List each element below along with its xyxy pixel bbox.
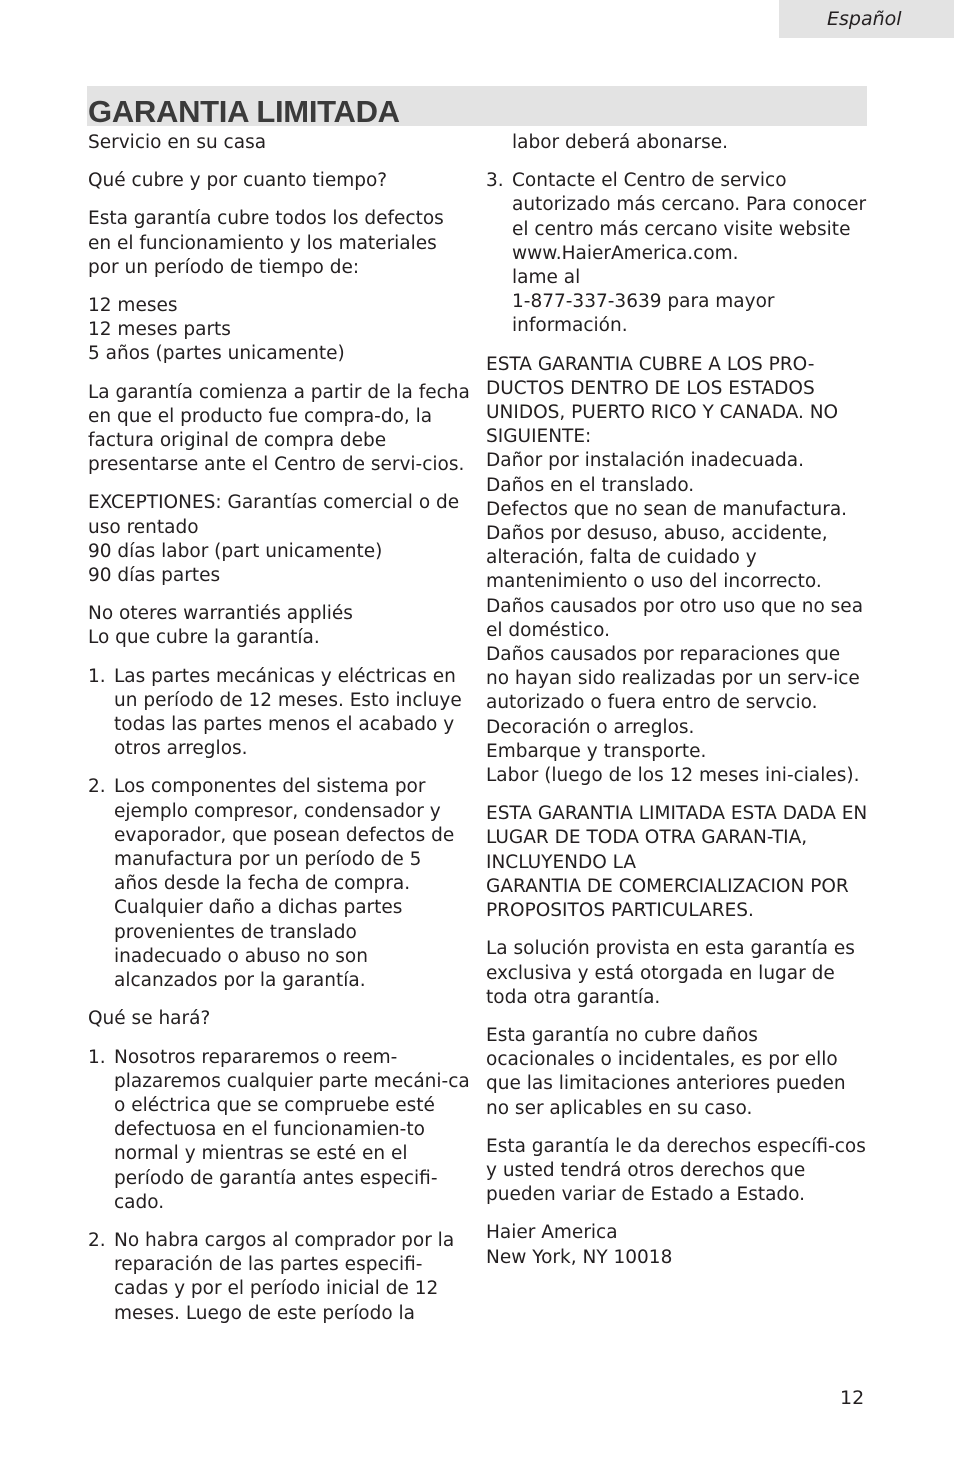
text-line: Embarque y transporte.	[486, 740, 707, 762]
period-line: 5 años (partes unicamente)	[88, 343, 345, 365]
paragraph-damages: Esta garantía no cubre daños ocacionales o incidentales, es por ello que las limitaciones anteriores pueden no ser aplicables en su caso.	[486, 1024, 846, 1119]
paragraph-service: Servicio en su casa	[88, 132, 267, 153]
paragraph-warranty-start: La garantía comienza a partir de la fecha en que el producto fue compra-do, la factura original de compra debe presentarse ante el Centro de servi-cios.	[88, 381, 470, 476]
period-line: 12 meses	[88, 295, 178, 317]
item-number: 2.	[88, 1229, 106, 1251]
item-text-part: normal y mientras se esté en el período de garantía antes especifi-cado.	[114, 1143, 438, 1213]
item-text: Los componentes del sistema por ejemplo compresor, condensador y evaporador, que posean defectos de manufactura por un período de 5 años desde la fecha de compra. Cualquier daño a dichas partes provenientes de translado inadecuado o abuso no son alcanzados por la garantía.	[114, 776, 455, 992]
text-line: Dañor por instalación inadecuada.	[486, 450, 804, 472]
text-line: GARANTIA DE COMERCIALIZACION POR PROPOSITOS PARTICULARES.	[486, 875, 849, 922]
company-address	[486, 1221, 868, 1269]
item-text-part: lame al	[512, 267, 581, 289]
period-line: 12 meses parts	[88, 319, 231, 341]
action-item	[88, 1046, 470, 1215]
item-text-part: Nosotros repararemos o reem-plazaremos cualquier parte mecáni-ca o eléctrica que se compruebe esté defectuosa en el funcionamien-to	[114, 1046, 470, 1141]
item-number: 3.	[486, 170, 504, 192]
limited-warranty-block	[486, 802, 868, 923]
coverage-region-block	[486, 353, 868, 789]
item-text	[114, 1046, 470, 1215]
text-line: ESTA GARANTIA LIMITADA ESTA DADA EN LUGAR DE TODA OTRA GARAN-TIA, INCLUYENDO LA	[486, 803, 868, 873]
text-line: Daños causados por reparaciones que no hayan sido realizadas por un serv-ice	[486, 644, 860, 690]
page-number: 12	[840, 1387, 865, 1409]
paragraph-rights: Esta garantía le da derechos específi-cos y usted tendrá otros derechos que pueden variar de Estado a Estado.	[486, 1135, 866, 1206]
item-number: 1.	[88, 1046, 106, 1068]
coverage-item	[88, 665, 470, 762]
coverage-periods	[88, 294, 470, 367]
text-line: Lo que cubre la garantía.	[88, 627, 320, 649]
left-column	[88, 131, 470, 1340]
address-line: New York, NY 10018	[486, 1246, 673, 1268]
text-line: Daños causados por otro uso que no sea el doméstico.	[486, 595, 864, 641]
item-text-part: 1-877-337-3639 para mayor información.	[512, 291, 775, 337]
address-line: Haier America	[486, 1222, 618, 1244]
what-done-heading: Qué se hará?	[88, 1008, 211, 1030]
right-column	[486, 131, 868, 1284]
text-line: Daños por desuso, abuso, accidente, alteración, falta de cuidado y mantenimiento o uso del incorrecto.	[486, 523, 828, 593]
item-text-part: Contacte el Centro de servico autorizado más cercano. Para conocer el centro más cercano visite website www.HaierAmerica.com.	[512, 170, 867, 264]
action-item	[88, 1229, 470, 1326]
continued-text: labor deberá abonarse.	[512, 132, 729, 153]
item-text	[512, 169, 868, 338]
paragraph-coverage-question: Qué cubre y por cuanto tiempo?	[88, 170, 388, 192]
exceptions-line: EXCEPTIONES: Garantías comercial o de uso rentado	[88, 492, 460, 538]
text-line: Defectos que no sean de manufactura.	[486, 498, 848, 520]
coverage-item	[88, 775, 470, 993]
exceptions-line: 90 días partes	[88, 565, 221, 587]
text-line: Daños en el translado.	[486, 474, 695, 496]
item-number: 1.	[88, 665, 106, 687]
paragraph-coverage-description: Esta garantía cubre todos los defectos en el funcionamiento y los materiales por un período de tiempo de:	[88, 208, 444, 278]
page-title: GARANTIA LIMITADA	[88, 94, 400, 129]
paragraph-solution: La solución provista en esta garantía es exclusiva y está otorgada en lugar de toda otra garantía.	[486, 938, 855, 1008]
item-text: Las partes mecánicas y eléctricas en un período de 12 meses. Esto incluye todas las partes menos el acabado y otros arreglos.	[114, 665, 462, 760]
exceptions-line: 90 días labor (part unicamente)	[88, 540, 383, 562]
language-tab: Español	[779, 0, 954, 38]
text-line: ESTA GARANTIA CUBRE A LOS PRO-DUCTOS DENTRO DE LOS ESTADOS UNIDOS, PUERTO RICO Y CANADA. NO SIGUIENTE:	[486, 353, 839, 448]
text-line: No oteres warrantiés appliés	[88, 603, 353, 625]
text-line: Decoración o arreglos.	[486, 716, 695, 738]
item-number: 2.	[88, 776, 106, 798]
item-text: No habra cargos al comprador por la reparación de las partes especifi-cadas y por el período inicial de 12 meses. Luego de este período la	[114, 1229, 455, 1324]
no-other-warranties	[88, 602, 470, 650]
exceptions-block	[88, 491, 470, 588]
action-item	[486, 169, 868, 338]
text-line: Labor (luego de los 12 meses ini-ciales).	[486, 765, 860, 787]
text-line: autorizado o fuera entro de servcio.	[486, 692, 818, 714]
